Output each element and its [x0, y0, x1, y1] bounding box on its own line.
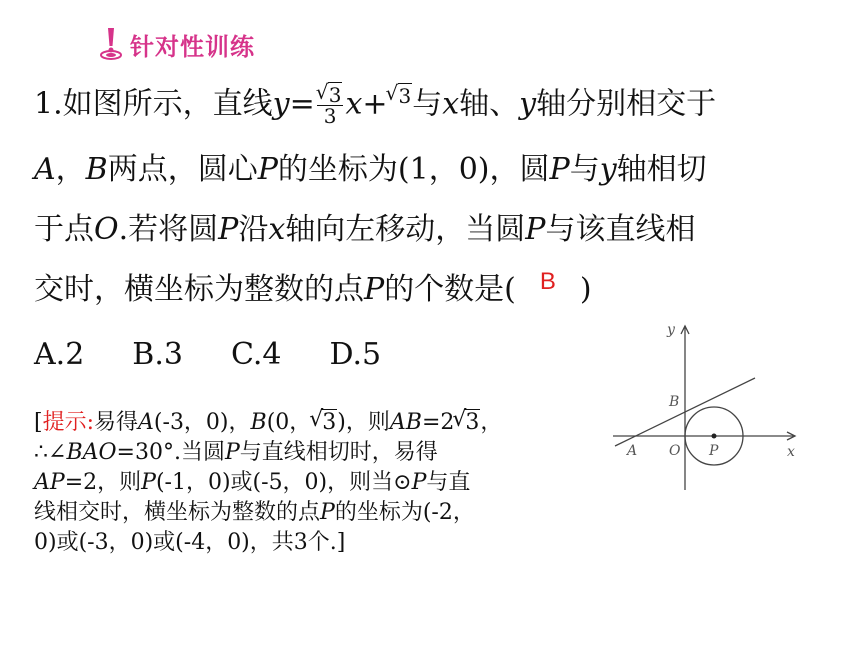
- question-line-4: [34, 268, 592, 307]
- hint-line-1: [34, 408, 594, 438]
- text: 与直线相切时，易得: [239, 440, 438, 465]
- text: =30°.当圆: [116, 440, 225, 465]
- fraction-denominator: 3: [323, 104, 337, 128]
- option-a: A.2: [34, 337, 85, 372]
- section-header: [98, 24, 255, 64]
- plus: +: [362, 86, 388, 122]
- point-P: P: [364, 272, 385, 307]
- sqrt-value: 3: [465, 410, 480, 435]
- text: 线相交时，横坐标为整数的点: [34, 500, 321, 525]
- question-number: 1.: [34, 86, 63, 122]
- point-A: A: [34, 152, 56, 187]
- text: )，则: [337, 410, 390, 435]
- fraction-numerator: 3: [328, 83, 342, 107]
- point-P: P: [141, 470, 156, 495]
- geometry-figure: [603, 318, 803, 498]
- var-x: x: [345, 86, 363, 122]
- text: 的坐标为(-2，: [334, 500, 475, 525]
- option-c: C.4: [230, 337, 282, 372]
- point-P: P: [320, 500, 335, 525]
- text: 轴分别相交于: [536, 86, 717, 122]
- text: 如图所示，直线: [62, 86, 273, 122]
- question-line-2: [34, 152, 707, 187]
- point-O: O: [94, 212, 119, 247]
- angle-BAO: BAO: [66, 440, 117, 465]
- sqrt-value: 3: [322, 410, 337, 435]
- label-A: A: [627, 443, 638, 459]
- text: 于点: [34, 212, 94, 247]
- answer-blank: [516, 265, 580, 295]
- var-y: y: [599, 152, 617, 187]
- bracket: [: [34, 410, 43, 435]
- var-y: y: [519, 86, 537, 122]
- segment-AB: AB: [389, 410, 422, 435]
- option-b: B.3: [132, 337, 183, 372]
- text: (-1，0)或(-5，0)，则当⊙: [155, 470, 412, 495]
- equals: =: [289, 86, 315, 122]
- label-O: O: [669, 443, 681, 459]
- hint-label: 提示:: [42, 410, 95, 435]
- label-B: B: [669, 394, 680, 410]
- var-x: x: [268, 212, 286, 247]
- point-B: B: [85, 152, 108, 187]
- question-line-3: [34, 212, 696, 247]
- hint-line-3: [34, 468, 594, 498]
- point-P: P: [218, 212, 239, 247]
- point-P: P: [525, 212, 546, 247]
- text: 与: [569, 152, 600, 187]
- text: 轴向左移动，当圆: [285, 212, 526, 247]
- hint-block: [34, 408, 594, 558]
- text: 交时，横坐标为整数的点: [34, 272, 364, 307]
- point-P: P: [224, 440, 240, 465]
- text: 0)或(-3，0)或(-4，0)，共3个.]: [34, 530, 346, 555]
- var-y: y: [272, 86, 290, 122]
- center-point-P: [712, 434, 717, 439]
- text: 的个数是(: [384, 272, 516, 307]
- text: (0，: [266, 410, 312, 435]
- sqrt-value: 3: [398, 83, 412, 108]
- text: (-3，0)，: [153, 410, 251, 435]
- text: 轴、: [459, 86, 520, 122]
- label-x: x: [787, 444, 795, 460]
- answer-text: B: [539, 268, 556, 295]
- fraction: [317, 85, 344, 126]
- text: ，: [480, 410, 503, 435]
- text: ∴∠: [34, 440, 67, 465]
- text: 沿: [238, 212, 269, 247]
- option-d: D.5: [329, 337, 382, 372]
- label-P: P: [709, 443, 719, 459]
- text: 轴相切: [616, 152, 707, 187]
- point-P: P: [257, 152, 278, 187]
- text: 与该直线相: [545, 212, 696, 247]
- text: 易得: [94, 410, 139, 435]
- text: 与直: [426, 470, 471, 495]
- text: =2，则: [64, 470, 142, 495]
- segment-AP: AP: [34, 470, 65, 495]
- exclamation-target-icon: [98, 26, 124, 62]
- point-P: P: [549, 152, 570, 187]
- point-P: P: [411, 470, 427, 495]
- point-A: A: [138, 410, 154, 435]
- question-line-1: [34, 85, 716, 126]
- text: =2: [421, 410, 455, 435]
- answer-options: [34, 337, 429, 372]
- label-y: y: [667, 322, 675, 338]
- text: .若将圆: [118, 212, 219, 247]
- text: 与: [412, 86, 443, 122]
- var-x: x: [442, 86, 460, 122]
- text: ，: [55, 152, 86, 187]
- text: ): [579, 272, 592, 307]
- hint-line-2: [34, 438, 594, 468]
- point-B: B: [250, 410, 267, 435]
- header-title: 针对性训练: [130, 32, 255, 61]
- hint-line-5: [34, 528, 594, 558]
- hint-line-4: [34, 498, 594, 528]
- text: 的坐标为(1，0)，圆: [277, 152, 550, 187]
- text: 两点，圆心: [107, 152, 258, 187]
